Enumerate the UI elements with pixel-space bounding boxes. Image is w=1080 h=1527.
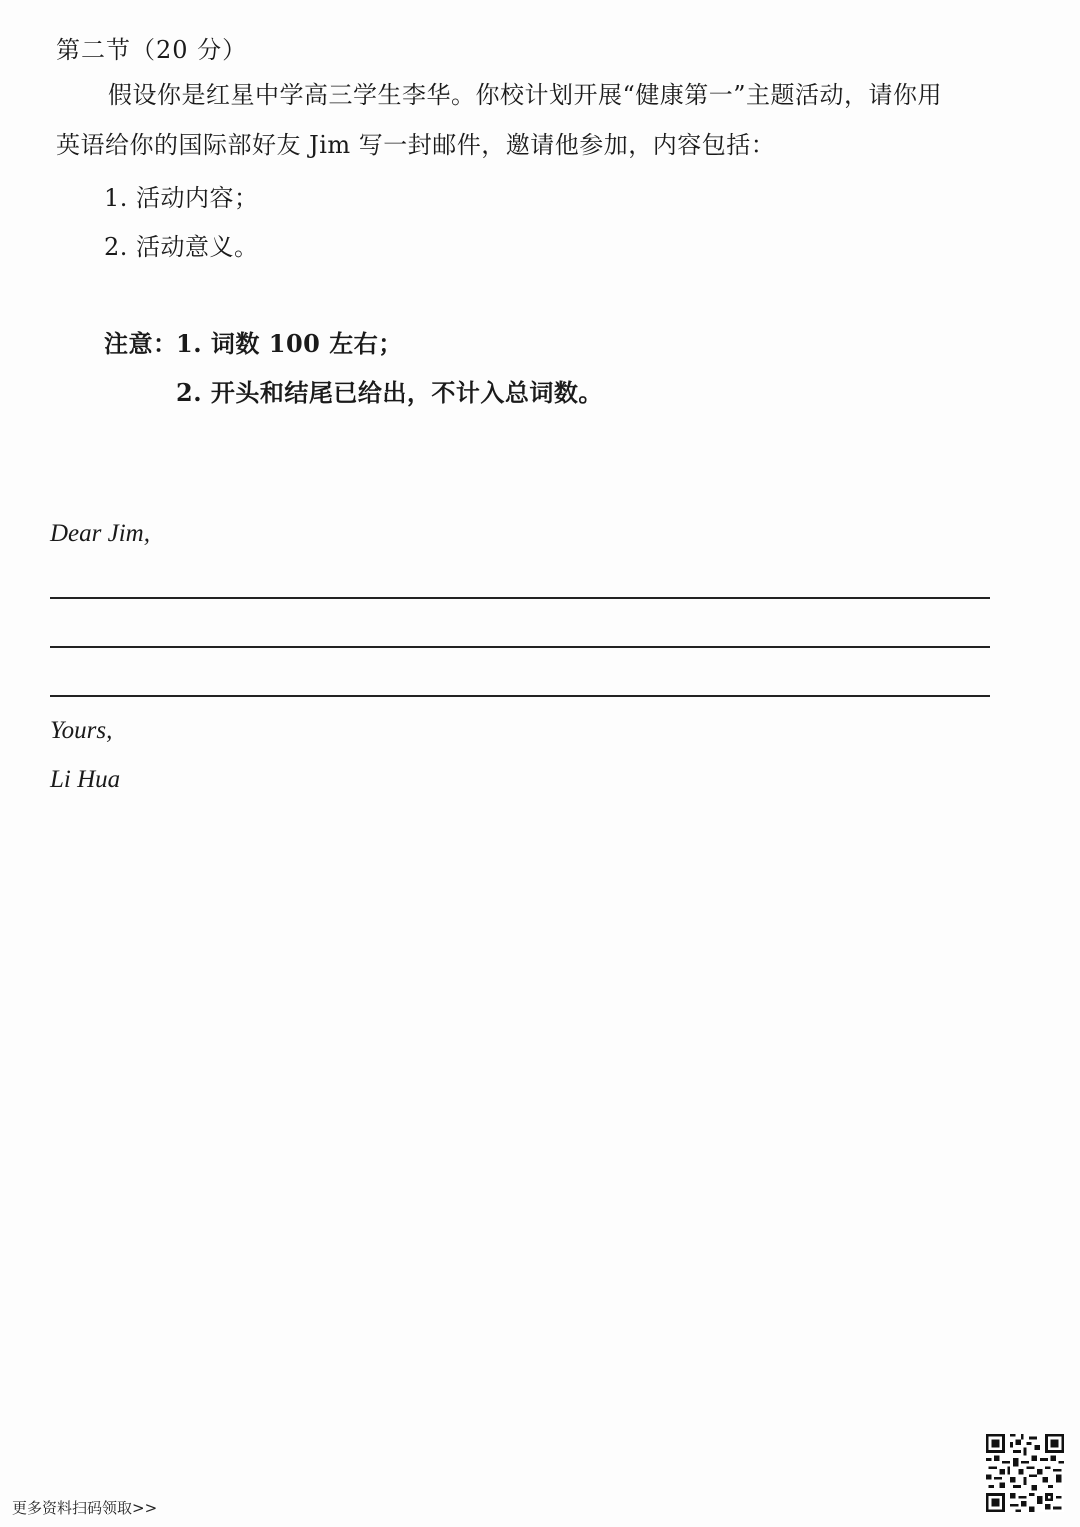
footer-link-text[interactable]: 更多资料扫码领取>> (12, 1499, 158, 1517)
prompt-line-2: 英语给你的国际部好友 Jim 写一封邮件，邀请他参加，内容包括： (56, 131, 776, 159)
writing-line-1 (50, 597, 990, 599)
prompt-line-1 (56, 70, 1016, 120)
qr-code-icon[interactable] (986, 1434, 1064, 1512)
writing-line-2 (50, 646, 990, 648)
letter-closing: Yours, (50, 717, 113, 744)
letter-signature: Li Hua (50, 766, 121, 793)
letter-greeting: Dear Jim, (50, 520, 150, 547)
prompt-text-1: 假设你是红星中学高三学生李华。你校计划开展“健康第一”主题活动，请你用 (108, 81, 943, 109)
note-item-2: 2. 开头和结尾已给出，不计入总词数。 (176, 378, 603, 407)
requirement-item-1: 1. 活动内容； (104, 184, 259, 212)
section-heading: 第二节（20 分） (56, 36, 248, 64)
note-item-1: 1. 词数 100 左右； (176, 329, 403, 358)
note-label: 注意： (104, 329, 178, 358)
requirement-item-2: 2. 活动意义。 (104, 233, 259, 261)
writing-line-3 (50, 695, 990, 697)
